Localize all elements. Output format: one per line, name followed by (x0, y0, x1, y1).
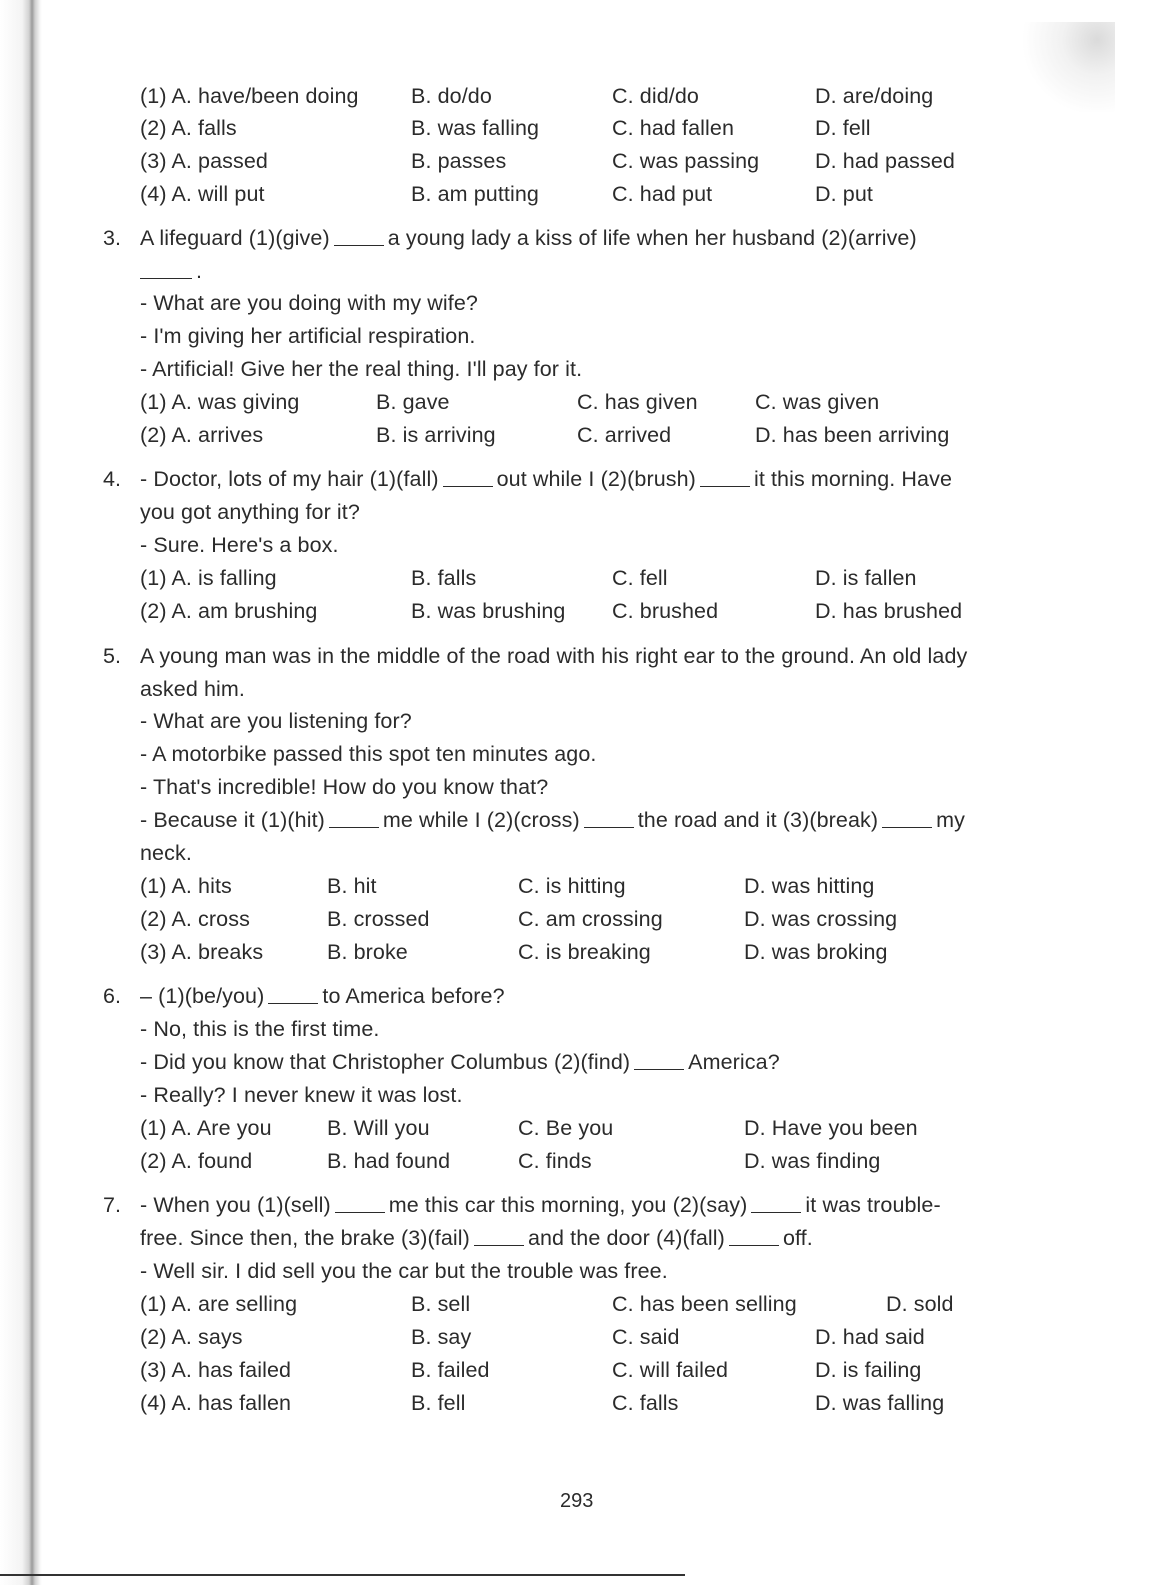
option[interactable]: D. put (815, 182, 873, 206)
dialogue-line: - Sure. Here's a box. (140, 533, 339, 557)
option[interactable]: (3) A. breaks (140, 940, 264, 964)
option[interactable]: D. fell (815, 116, 871, 140)
option[interactable]: C. is breaking (518, 940, 651, 964)
question-4-stem-continued: you got anything for it? (140, 500, 360, 524)
dialogue-line-with-blank: - Did you know that Christopher Columbus (2)(find) America? (140, 1050, 780, 1074)
option[interactable]: C. did/do (612, 84, 699, 108)
answer-blank[interactable] (729, 1225, 779, 1246)
option[interactable]: B. was brushing (411, 599, 566, 623)
option[interactable]: (2) A. says (140, 1325, 243, 1349)
option[interactable]: B. fell (411, 1391, 466, 1415)
option[interactable]: D. was hitting (744, 874, 875, 898)
question-number: 4. (103, 467, 122, 491)
option[interactable]: (2) A. am brushing (140, 599, 318, 623)
option[interactable]: D. are/doing (815, 84, 934, 108)
answer-blank[interactable] (474, 1225, 524, 1246)
question-number: 6. (103, 984, 122, 1008)
option[interactable]: B. say (411, 1325, 472, 1349)
option[interactable]: B. passes (411, 149, 507, 173)
dialogue-line: neck. (140, 841, 192, 865)
dialogue-line: - Artificial! Give her the real thing. I'll pay for it. (140, 357, 583, 381)
dialogue-line: - Really? I never knew it was lost. (140, 1083, 463, 1107)
question-4 (0, 463, 1153, 496)
option[interactable]: D. is fallen (815, 566, 917, 590)
option[interactable]: D. is failing (815, 1358, 922, 1382)
question-stem: - When you (1)(sell) me this car this morning, you (2)(say) it was trouble- (140, 1193, 941, 1217)
option[interactable]: C. is hitting (518, 874, 626, 898)
option[interactable]: C. had put (612, 182, 713, 206)
option[interactable]: (2) A. arrives (140, 423, 264, 447)
option[interactable]: C. has given (577, 390, 698, 414)
answer-blank[interactable] (584, 807, 634, 828)
question-stem: - Doctor, lots of my hair (1)(fall) out while I (2)(brush) it this morning. Have (140, 467, 953, 491)
option[interactable]: C. had fallen (612, 116, 735, 140)
question-3 (0, 222, 1153, 255)
dialogue-line-with-blanks: - Because it (1)(hit) me while I (2)(cross) the road and it (3)(break) my (140, 808, 966, 832)
option[interactable]: (2) A. falls (140, 116, 237, 140)
question-stem: A young man was in the middle of the road with his right ear to the ground. An old lady (140, 644, 968, 668)
option[interactable]: D. Have you been (744, 1116, 918, 1140)
answer-blank[interactable] (443, 466, 493, 487)
option[interactable]: C. fell (612, 566, 668, 590)
option[interactable]: D. has brushed (815, 599, 963, 623)
question-stem: A lifeguard (1)(give) a young lady a kiss of life when her husband (2)(arrive) (140, 226, 917, 250)
answer-blank[interactable] (335, 1192, 385, 1213)
answer-blank[interactable] (140, 258, 192, 279)
option[interactable]: D. was crossing (744, 907, 898, 931)
option[interactable]: C. was given (755, 390, 880, 414)
question-5-stem-continued: asked him. (140, 677, 245, 701)
question-3-stem-continued: . (140, 255, 202, 288)
option[interactable]: B. crossed (327, 907, 430, 931)
answer-blank[interactable] (751, 1192, 801, 1213)
bottom-rule (0, 1574, 685, 1576)
option[interactable]: B. had found (327, 1149, 451, 1173)
option[interactable]: C. will failed (612, 1358, 729, 1382)
option[interactable]: B. Will you (327, 1116, 430, 1140)
option[interactable]: (1) A. have/been doing (140, 84, 359, 108)
option[interactable]: (1) A. hits (140, 874, 232, 898)
question-6 (0, 980, 1153, 1013)
option[interactable]: B. am putting (411, 182, 539, 206)
option[interactable]: (4) A. has fallen (140, 1391, 292, 1415)
option[interactable]: C. am crossing (518, 907, 663, 931)
option[interactable]: B. failed (411, 1358, 490, 1382)
option[interactable]: (1) A. are selling (140, 1292, 298, 1316)
option[interactable]: C. finds (518, 1149, 592, 1173)
option[interactable]: D. was falling (815, 1391, 945, 1415)
option[interactable]: (1) A. Are you (140, 1116, 272, 1140)
option[interactable]: B. do/do (411, 84, 492, 108)
question-number: 7. (103, 1193, 122, 1217)
answer-blank[interactable] (268, 983, 318, 1004)
dialogue-line: - A motorbike passed this spot ten minutes ago. (140, 742, 597, 766)
scan-corner-noise (995, 22, 1115, 112)
question-5 (0, 640, 1153, 673)
answer-blank[interactable] (334, 225, 384, 246)
option[interactable]: C. was passing (612, 149, 760, 173)
option[interactable]: B. is arriving (376, 423, 496, 447)
option[interactable]: C. brushed (612, 599, 719, 623)
option[interactable]: (1) A. was giving (140, 390, 300, 414)
dialogue-line: - What are you listening for? (140, 709, 412, 733)
option[interactable]: (2) A. cross (140, 907, 250, 931)
dialogue-line: - I'm giving her artificial respiration. (140, 324, 476, 348)
option[interactable]: (1) A. is falling (140, 566, 277, 590)
option[interactable]: C. has been selling (612, 1292, 797, 1316)
option[interactable]: D. sold (886, 1292, 954, 1316)
option[interactable]: C. said (612, 1325, 680, 1349)
option[interactable]: C. arrived (577, 423, 672, 447)
option[interactable]: B. sell (411, 1292, 471, 1316)
question-7-stem-continued: free. Since then, the brake (3)(fail) and the door (4)(fall) off. (140, 1226, 813, 1250)
option[interactable]: (3) A. has failed (140, 1358, 292, 1382)
answer-blank[interactable] (700, 466, 750, 487)
option[interactable]: B. gave (376, 390, 450, 414)
question-stem: – (1)(be/you) to America before? (140, 984, 505, 1008)
dialogue-line: - Well sir. I did sell you the car but the trouble was free. (140, 1259, 668, 1283)
answer-blank[interactable] (329, 807, 379, 828)
option[interactable]: D. has been arriving (755, 423, 950, 447)
option[interactable]: (2) A. found (140, 1149, 253, 1173)
question-number: 3. (103, 226, 122, 250)
option[interactable]: (3) A. passed (140, 149, 268, 173)
answer-blank[interactable] (882, 807, 932, 828)
dialogue-line: - That's incredible! How do you know that? (140, 775, 549, 799)
option[interactable]: D. had passed (815, 149, 955, 173)
dialogue-line: - What are you doing with my wife? (140, 291, 478, 315)
question-number: 5. (103, 644, 122, 668)
option[interactable]: D. was broking (744, 940, 888, 964)
option[interactable]: B. falls (411, 566, 477, 590)
option[interactable]: C. Be you (518, 1116, 614, 1140)
page-number: 293 (560, 1490, 594, 1512)
option[interactable]: B. hit (327, 874, 377, 898)
option[interactable]: D. had said (815, 1325, 925, 1349)
option[interactable]: C. falls (612, 1391, 679, 1415)
option[interactable]: D. was finding (744, 1149, 881, 1173)
question-7 (0, 1189, 1153, 1222)
dialogue-line: - No, this is the first time. (140, 1017, 380, 1041)
option[interactable]: B. broke (327, 940, 408, 964)
option[interactable]: (4) A. will put (140, 182, 265, 206)
answer-blank[interactable] (634, 1049, 684, 1070)
option[interactable]: B. was falling (411, 116, 540, 140)
